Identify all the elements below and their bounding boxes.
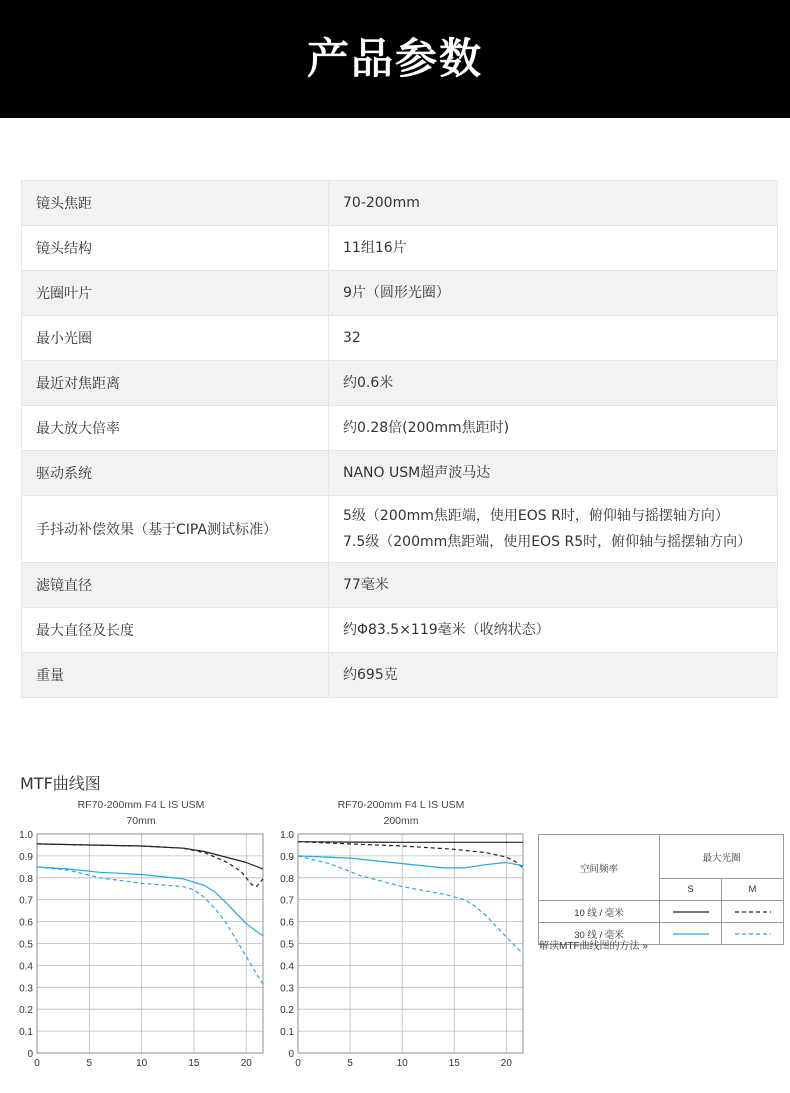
table-row (22, 361, 778, 406)
mtf-method-link[interactable]: 解读MTF曲线图的方法 » (539, 941, 648, 952)
x-tick-label: 15 (188, 1058, 200, 1069)
x-tick-label: 15 (448, 1058, 460, 1069)
table-row (22, 496, 778, 563)
spec-label: 光圈叶片 (22, 271, 329, 316)
table-row (22, 226, 778, 271)
spec-label: 镜头结构 (22, 226, 329, 271)
x-tick-label: 10 (396, 1058, 408, 1069)
table-row (22, 451, 778, 496)
y-tick-label: 0 (288, 1049, 294, 1060)
spec-value-line: 5级（200mm焦距端，使用EOS R时，俯仰轴与摇摆轴方向） (343, 508, 729, 524)
spec-label: 最大直径及长度 (22, 608, 329, 653)
banner (0, 0, 790, 118)
spec-value: 11组16片 (329, 226, 778, 271)
spec-label: 驱动系统 (22, 451, 329, 496)
table-row (22, 406, 778, 451)
spec-value: 70-200mm (329, 181, 778, 226)
legend-sample-30-m (722, 923, 784, 945)
legend-header-aperture: 最大光圈 (660, 835, 784, 879)
x-tick-label: 0 (34, 1058, 40, 1069)
y-tick-label: 0.7 (19, 895, 33, 907)
series-line-10S (37, 844, 263, 869)
spec-value: 9片（圆形光圈） (329, 271, 778, 316)
x-tick-label: 5 (347, 1058, 353, 1069)
table-row (22, 271, 778, 316)
table-row (22, 316, 778, 361)
y-tick-label: 0.5 (280, 939, 294, 951)
spec-value: 约Φ83.5×119毫米（收纳状态） (329, 608, 778, 653)
table-row (22, 608, 778, 653)
y-tick-label: 0.1 (280, 1027, 294, 1039)
y-tick-label: 0.7 (280, 895, 294, 907)
series-line-30M (37, 867, 263, 984)
mtf-legend (538, 834, 784, 945)
spec-label: 滤镜直径 (22, 563, 329, 608)
legend-row-30: 30 线 / 毫米 (539, 923, 660, 945)
series-line-10M (37, 844, 263, 887)
spec-label: 重量 (22, 653, 329, 698)
chart-title: RF70-200mm F4 L IS USM (337, 799, 465, 811)
y-tick-label: 0.6 (280, 917, 294, 929)
page-title: 产品参数 (306, 34, 483, 83)
y-tick-label: 0.6 (19, 917, 33, 929)
mtf-chart-70mm (0, 825, 270, 1075)
spec-value: 约0.6米 (329, 361, 778, 406)
spec-value: NANO USM超声波马达 (329, 451, 778, 496)
y-tick-label: 1.0 (19, 830, 33, 841)
legend-col-s: S (660, 879, 722, 901)
table-row (22, 181, 778, 226)
y-tick-label: 0.3 (280, 983, 294, 995)
legend-sample-10-s (660, 901, 722, 923)
chart-title: RF70-200mm F4 L IS USM (77, 799, 205, 811)
series-line-30S (37, 867, 263, 936)
y-tick-label: 0.2 (19, 1005, 33, 1017)
legend-row-10: 10 线 / 毫米 (539, 901, 660, 923)
y-tick-label: 0.8 (19, 873, 33, 885)
spec-value-line: 7.5级（200mm焦距端，使用EOS R5时，俯仰轴与摇摆轴方向） (343, 534, 752, 550)
y-tick-label: 1.0 (280, 830, 294, 841)
spec-value: 77毫米 (329, 563, 778, 608)
y-tick-label: 0.5 (19, 939, 33, 951)
table-row (22, 563, 778, 608)
y-tick-label: 0.3 (19, 983, 33, 995)
spec-value: 约0.28倍(200mm焦距时) (329, 406, 778, 451)
spec-value (329, 496, 778, 563)
y-tick-label: 0 (27, 1049, 33, 1060)
spec-label: 镜头焦距 (22, 181, 329, 226)
spec-label: 最大放大倍率 (22, 406, 329, 451)
x-tick-label: 5 (86, 1058, 93, 1069)
x-tick-label: 20 (500, 1058, 512, 1069)
chart-subtitle: 200mm (383, 815, 419, 827)
spec-table (21, 180, 778, 698)
x-tick-label: 0 (295, 1058, 301, 1069)
legend-sample-30-s (660, 923, 722, 945)
y-tick-label: 0.4 (19, 961, 33, 973)
mtf-chart-200mm (268, 825, 530, 1075)
mtf-section-title: MTF曲线图 (20, 774, 101, 793)
legend-sample-10-m (722, 901, 784, 923)
series-line-30S (298, 856, 523, 868)
table-row (22, 653, 778, 698)
series-line-30M (298, 856, 523, 954)
spec-label: 最近对焦距离 (22, 361, 329, 406)
spec-value: 约695克 (329, 653, 778, 698)
y-tick-label: 0.4 (280, 961, 294, 973)
x-tick-label: 10 (136, 1058, 148, 1069)
y-tick-label: 0.9 (19, 851, 33, 863)
y-tick-label: 0.1 (19, 1027, 33, 1039)
spec-label: 最小光圈 (22, 316, 329, 361)
legend-col-m: M (722, 879, 784, 901)
chart-subtitle: 70mm (126, 815, 156, 827)
spec-value: 32 (329, 316, 778, 361)
y-tick-label: 0.2 (280, 1005, 294, 1017)
series-line-10S (298, 842, 523, 843)
x-tick-label: 20 (240, 1058, 252, 1069)
spec-label: 手抖动补偿效果（基于CIPA测试标准） (22, 496, 329, 563)
y-tick-label: 0.8 (280, 873, 294, 885)
y-tick-label: 0.9 (280, 851, 294, 863)
legend-header-frequency: 空间频率 (539, 835, 660, 901)
